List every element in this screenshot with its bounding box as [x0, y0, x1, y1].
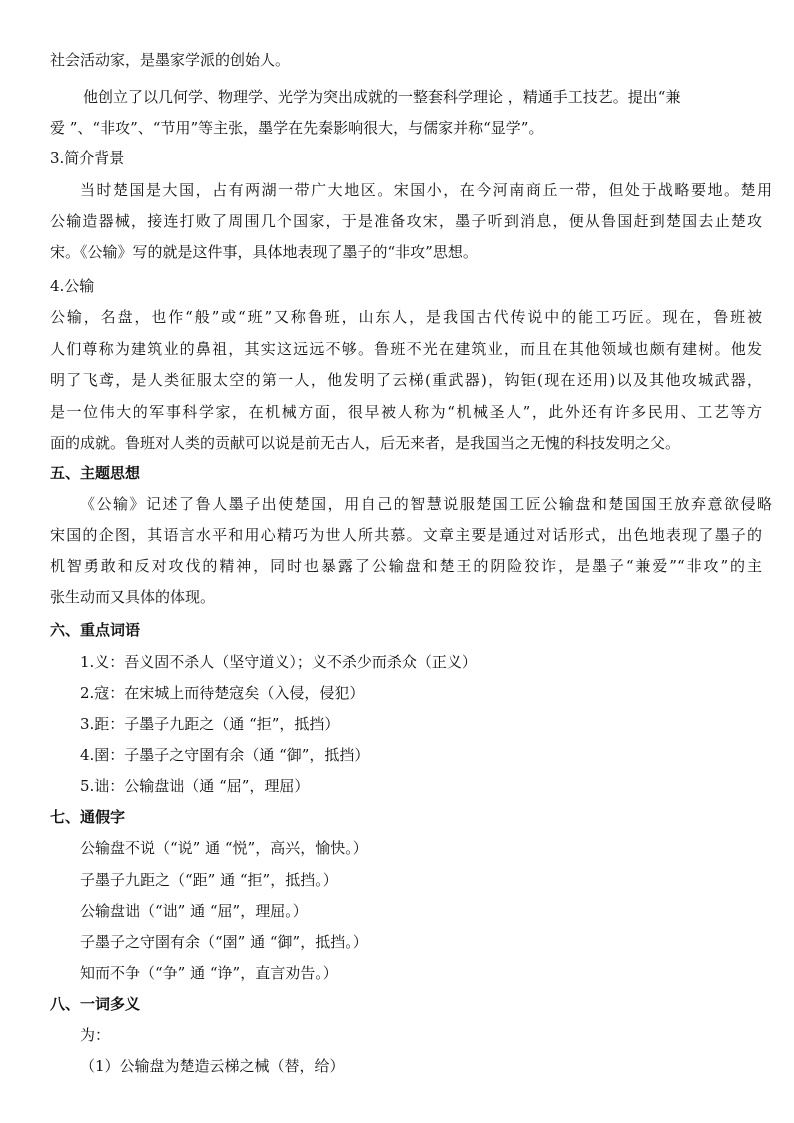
- paragraph-line: 面的成就。鲁班对人类的贡献可以说是前无古人，后无来者，是我国当之无愧的科技发明之父。: [50, 434, 681, 452]
- paragraph-line: 张生动而又具体的体现。: [50, 588, 216, 606]
- paragraph-line: 《公输》记述了鲁人墨子出使楚国，用自己的智慧说服楚国工匠公输盘和楚国国王放弃意欲侵略: [80, 495, 772, 513]
- section-heading: 六、重点词语: [50, 621, 141, 639]
- paragraph-line: 公输造器械，接连打败了周围几个国家，于是准备攻宋，墨子听到消息，便从鲁国赶到楚国去止楚攻: [50, 212, 762, 230]
- section-heading: 3.简介背景: [50, 149, 125, 167]
- section-heading: 4.公输: [50, 277, 95, 295]
- list-item: 1.义：吾义固不杀人（坚守道义）；义不杀少而杀众（正义）: [80, 653, 477, 671]
- list-item: 4.圉：子墨子之守圉有余（通 “御”，抵挡）: [80, 746, 370, 764]
- list-item: 子墨子九距之（“距” 通 “拒”，抵挡。）: [80, 871, 338, 889]
- list-item: （1）公输盘为楚造云梯之械（替，给）: [80, 1057, 345, 1075]
- list-item: 公输盘不说（“说” 通 “悦”，高兴，愉快。）: [80, 839, 368, 857]
- list-item: 子墨子之守圉有余（“圉” 通 “御”，抵挡。）: [80, 933, 368, 951]
- paragraph-line: 机智勇敢和反对攻伐的精神，同时也暴露了公输盘和楚王的阴险狡诈，是墨子“兼爱”“非攻”的主: [50, 557, 762, 575]
- paragraph-line: 人们尊称为建筑业的鼻祖，其实这远远不够。鲁班不光在建筑业，而且在其他领域也颇有建树。他发: [50, 340, 762, 358]
- list-item: 5.诎：公输盘诎（通 “屈”，理屈）: [80, 777, 310, 795]
- section-heading: 五、主题思想: [50, 464, 141, 482]
- paragraph-line: 宋国的企图，其语言水平和用心精巧为世人所共慕。文章主要是通过对话形式，出色地表现了墨子的: [50, 526, 762, 544]
- list-item: 公输盘诎（“诎” 通 “屈”，理屈。）: [80, 902, 308, 920]
- list-item: 3.距：子墨子九距之（通 “拒”，抵挡）: [80, 715, 340, 733]
- paragraph-line: 宋。《公输》写的就是这件事，具体地表现了墨子的“非攻”思想。: [50, 243, 478, 261]
- paragraph-line: 爱 ”、“非攻”、“节用”等主张，墨学在先秦影响很大，与儒家并称“显学”。: [50, 119, 544, 137]
- list-item: 2.寇：在宋城上而待楚寇矣（入侵，侵犯）: [80, 684, 365, 702]
- paragraph-line: 是一位伟大的军事科学家，在机械方面，很早被人称为“机械圣人”，此外还有许多民用、工艺等方: [50, 403, 762, 421]
- paragraph-line: 社会活动家，是墨家学派的创始人。: [50, 51, 291, 69]
- section-heading: 八、一词多义: [50, 995, 141, 1013]
- paragraph-line: 明了飞鸢，是人类征服太空的第一人，他发明了云梯(重武器)，钩钜(现在还用)以及其他攻城武器，: [50, 371, 762, 389]
- list-item: 知而不争（“争” 通 “诤”，直言劝告。）: [80, 964, 338, 982]
- list-item: 为：: [80, 1026, 111, 1044]
- paragraph-line: 公输，名盘，也作“般”或“班”又称鲁班，山东人，是我国古代传说中的能工巧匠。现在，鲁班被: [50, 308, 762, 326]
- section-heading: 七、通假字: [50, 808, 126, 826]
- paragraph-line: 他创立了以几何学、物理学、光学为突出成就的一整套科学理论 ，精通手工技艺。提出“兼: [83, 88, 681, 106]
- paragraph-line: 当时楚国是大国，占有两湖一带广大地区。宋国小，在今河南商丘一带，但处于战略要地。楚用: [80, 181, 772, 199]
